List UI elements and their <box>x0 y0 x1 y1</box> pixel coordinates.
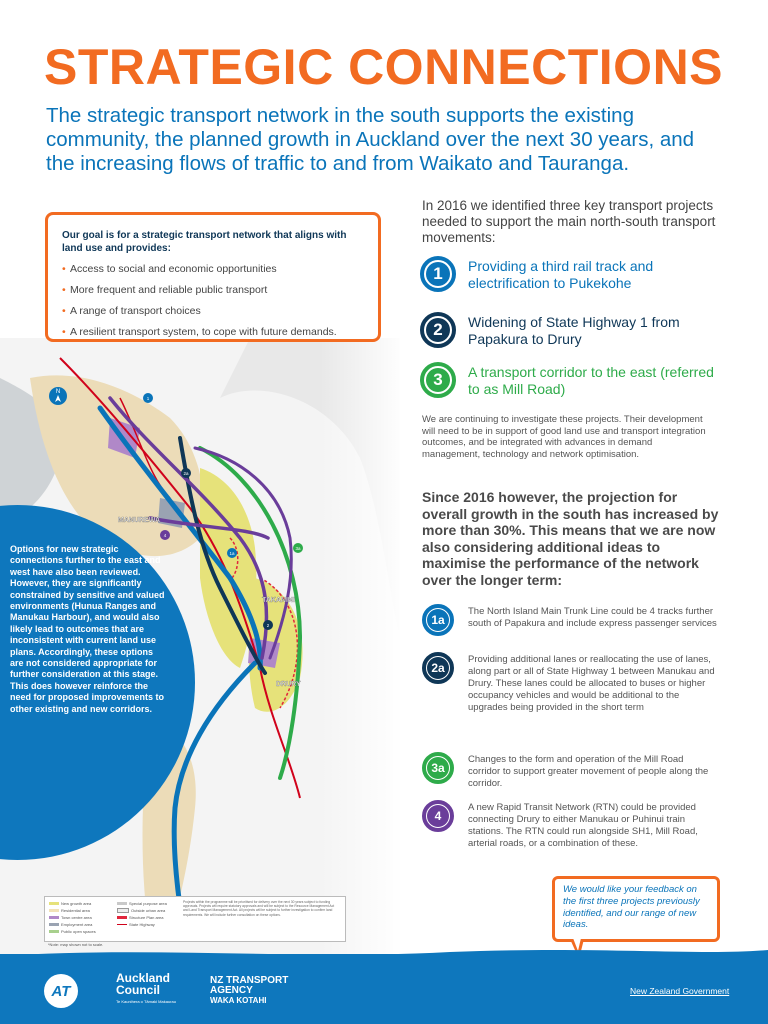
project-2-text: Widening of State Highway 1 from Papakura to Drury <box>468 314 680 347</box>
legend-swatch <box>117 908 129 913</box>
legend-swatch <box>117 916 127 919</box>
investigation-text: We are continuing to investigate these projects. Their development will need to be in support of good land use and transport integration outcomes, and be integrated with advances in demand management, technology and network optimisation. <box>422 414 706 460</box>
goal-box <box>45 212 381 342</box>
idea-2a-text: Providing additional lanes or reallocating the use of lanes, along part or all of State Highway 1 between Manukau and Drury. These lanes could be allocated to buses or higher occupancy vehicles and would be additional to the upgrades being provided in the short term <box>468 654 715 713</box>
svg-text:2a: 2a <box>183 471 189 476</box>
legend-swatch <box>117 924 127 926</box>
goal-item: • Access to social and economic opportunities <box>62 263 362 276</box>
north-label: N <box>55 389 61 395</box>
goal-item: • A resilient transport system, to cope with future demands. <box>62 326 362 339</box>
legend-item: Special purpose area <box>117 901 167 906</box>
route-badge-1a <box>227 548 237 558</box>
legend-note: Projects within the programme will be prioritised for delivery over the next 30 years subject to funding approvals. Projects will require statutory approvals and will be subject to the Resource Management Act and Land Transport Management Act. All projects will be subject to further investigation to confirm land requirements. We will include further consultation on these options. <box>183 900 335 917</box>
auckland-council-logo: Auckland Council Te Kaunihera o Tāmaki Makaurau <box>116 971 176 1004</box>
badge-3-icon: 3 <box>420 362 456 398</box>
goal-heading: Our goal is for a strategic transport network that aligns with land use and provides: <box>62 230 347 254</box>
project-2 <box>420 312 720 352</box>
legend-item: New growth area <box>49 901 91 906</box>
place-drury: DRURY <box>276 681 301 688</box>
route-badge-2 <box>263 620 273 630</box>
goal-list <box>62 263 362 339</box>
footer-wave <box>0 946 768 962</box>
legend-item: Outside urban area <box>117 908 165 913</box>
svg-text:4: 4 <box>163 533 167 538</box>
projects-intro: In 2016 we identified three key transport projects needed to support the main north-south transport movements: <box>422 198 716 245</box>
legend-item: Town centre area <box>49 915 92 920</box>
badge-2-icon: 2 <box>420 312 456 348</box>
route-badge-1 <box>143 393 153 403</box>
growth-text: Since 2016 however, the projection for overall growth in the south has increased by more than 30%. This means that we are now also considering additional ideas to maximise the performance of the network over the longer term: <box>422 489 719 588</box>
project-1 <box>420 256 720 296</box>
idea-4-text: A new Rapid Transit Network (RTN) could be provided connecting Drury to either Manukau or Puhinui train stations. The RTN could run alongside SH1, Mill Road, arterial roads, or a combination of these. <box>468 802 698 849</box>
footer-bar <box>0 954 768 1024</box>
intro-text: The strategic transport network in the south supports the existing community, the planned growth in Auckland over the next 30 years, and the increasing flows of traffic to and from Waikato and Tauranga. <box>46 104 695 175</box>
svg-text:3a: 3a <box>295 546 301 551</box>
route-badge-3a <box>293 543 303 553</box>
route-badge-2a <box>181 468 191 478</box>
nzta-logo: NZ TRANSPORT AGENCY WAKA KOTAHI <box>210 975 289 1005</box>
project-1-text: Providing a third rail track and electrification to Pukekohe <box>468 258 654 291</box>
legend-item: Employment area <box>49 922 92 927</box>
goal-item: • More frequent and reliable public transport <box>62 284 362 297</box>
legend-swatch <box>49 909 59 912</box>
legend-swatch <box>117 902 127 905</box>
place-manurewa: MANUREWA <box>118 517 160 524</box>
svg-text:2: 2 <box>266 623 270 628</box>
nz-government-logo: New Zealand Government <box>630 986 730 996</box>
route-badge-4 <box>160 530 170 540</box>
svg-text:1: 1 <box>146 396 150 401</box>
badge-1-icon: 1 <box>420 256 456 292</box>
project-3-text: A transport corridor to the east (referred to as Mill Road) <box>468 364 714 397</box>
idea-3a-text: Changes to the form and operation of the Mill Road corridor to support greater movement of people along the corridor. <box>468 754 709 789</box>
at-logo: AT <box>44 974 78 1008</box>
legend-item: Structure Plan area <box>117 915 163 920</box>
map-legend <box>44 896 346 942</box>
idea-1a-text: The North Island Main Trunk Line could be 4 tracks further south of Papakura and include express passenger services <box>468 606 717 629</box>
legend-item: Residential area <box>49 908 90 913</box>
blue-panel-text: Options for new strategic connections further to the east and west have also been reviewed. However, they are significantly constrained by sensitive and valued environments (Hunua Ranges and Manukau Harbour), and would also likely lead to outcomes that are inconsistent with current land use plans. Accordingly, these options are not considered appropriate for further consideration at this stage. This does however reinforce the need for proposed improvements to other existing and new corridors. <box>10 544 165 714</box>
legend-swatch <box>49 930 59 933</box>
badge-4-icon: 4 <box>422 800 454 832</box>
project-3 <box>420 362 720 402</box>
badge-3a-icon: 3a <box>422 752 454 784</box>
legend-item: Public open spaces <box>49 929 96 934</box>
feedback-callout: We would like your feedback on the first three projects previously identified, and our range of new ideas. <box>552 876 720 942</box>
legend-swatch <box>49 902 59 905</box>
badge-2a-icon: 2a <box>422 652 454 684</box>
legend-swatch <box>49 923 59 926</box>
page-title: STRATEGIC CONNECTIONS <box>44 39 724 95</box>
place-takanini: TAKANINI <box>262 597 295 604</box>
legend-item: State Highway <box>117 922 155 927</box>
scale-note: *Note: map shown not to scale. <box>48 942 104 947</box>
goal-item: • A range of transport choices <box>62 305 362 318</box>
legend-swatch <box>49 916 59 919</box>
svg-text:1a: 1a <box>229 551 235 556</box>
badge-1a-icon: 1a <box>422 604 454 636</box>
